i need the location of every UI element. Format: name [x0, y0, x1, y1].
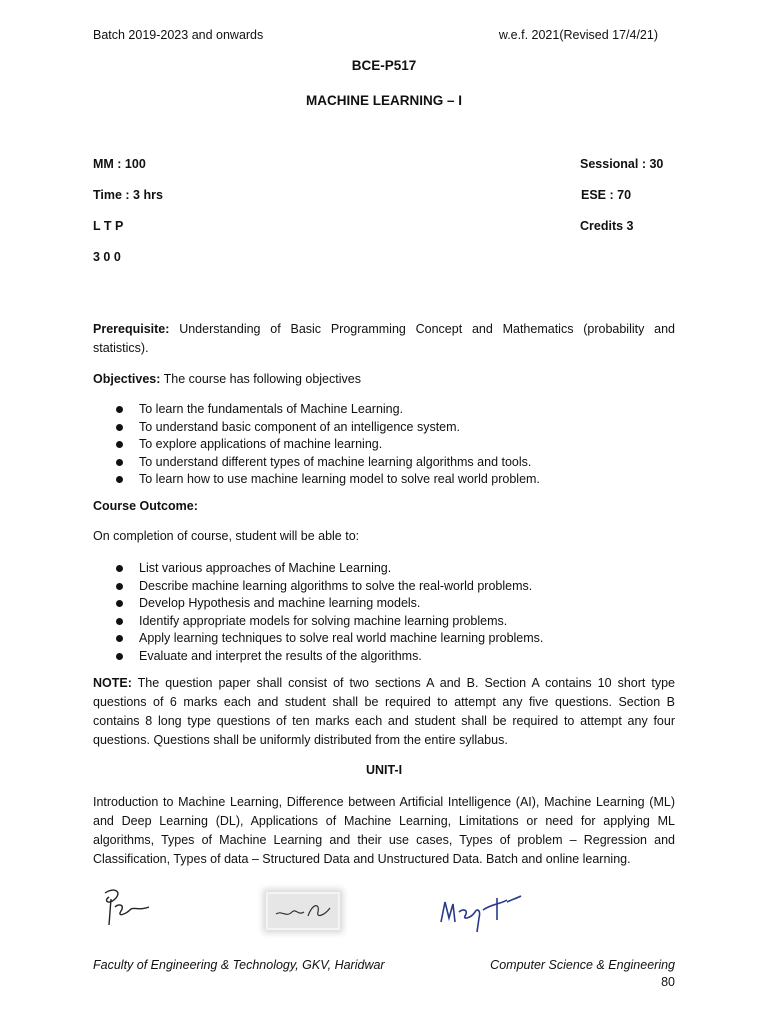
footer-department: Computer Science & Engineering [490, 958, 675, 972]
note-label: NOTE: [93, 676, 132, 690]
course-title: MACHINE LEARNING – I [305, 93, 462, 108]
objectives-intro: The course has following objectives [160, 372, 361, 386]
list-item: To understand different types of machine learning algorithms and tools. [93, 454, 675, 472]
page-number: 80 [661, 975, 675, 989]
prerequisite-text: Understanding of Basic Programming Concept and Mathematics (probability and statistics). [93, 322, 675, 355]
signature-1-icon [95, 885, 155, 930]
wef-header: w.e.f. 2021(Revised 17/4/21) [498, 28, 658, 42]
max-marks: MM : 100 [93, 157, 146, 171]
list-item: Describe machine learning algorithms to solve the real-world problems. [93, 578, 675, 596]
list-item: To learn how to use machine learning model to solve real world problem. [93, 471, 675, 489]
signature-2-stamp [266, 892, 340, 930]
batch-header: Batch 2019-2023 and onwards [93, 28, 264, 42]
list-item: Evaluate and interpret the results of the algorithms. [93, 648, 675, 666]
unit-text: Introduction to Machine Learning, Difference between Artificial Intelligence (AI), Machine Learning (ML) and Deep Learning (DL), Applications of Machine Learning, Limitations or need for applying ML algorithms, Types of Machine Learning and their use cases, Types of problem – Regression and Classification, Types of data – Structured Data and Unstructured Data. Batch and online learning. [93, 795, 675, 866]
ese-marks: ESE : 70 [581, 188, 632, 202]
exam-time: Time : 3 hrs [93, 188, 163, 202]
list-item: To understand basic component of an intelligence system. [93, 419, 675, 437]
outcome-heading: Course Outcome: [93, 499, 198, 513]
list-item: Develop Hypothesis and machine learning models. [93, 595, 675, 613]
footer-faculty: Faculty of Engineering & Technology, GKV, Haridwar [93, 958, 385, 972]
outcome-intro: On completion of course, student will be able to: [93, 529, 360, 543]
signature-2-icon [268, 894, 338, 928]
list-item: Identify appropriate models for solving machine learning problems. [93, 613, 675, 631]
ltp-label: L T P [93, 219, 124, 233]
objectives-paragraph [93, 370, 675, 389]
signature-3-icon [435, 892, 525, 937]
ltp-values: 3 0 0 [93, 250, 121, 264]
prerequisite-label: Prerequisite: [93, 322, 170, 336]
course-code: BCE-P517 [351, 58, 417, 73]
list-item: To learn the fundamentals of Machine Learning. [93, 401, 675, 419]
unit-heading: UNIT-I [365, 763, 403, 777]
sessional-marks: Sessional : 30 [580, 157, 664, 171]
list-item: List various approaches of Machine Learning. [93, 560, 675, 578]
objectives-label: Objectives: [93, 372, 161, 386]
outcome-list [93, 560, 675, 665]
list-item: Apply learning techniques to solve real world machine learning problems. [93, 630, 675, 648]
credits: Credits 3 [580, 219, 634, 233]
note-text: The question paper shall consist of two sections A and B. Section A contains 10 short type questions of 6 marks each and student shall be required to attempt any five questions. Section B contains 8 long type questions of ten marks each and student shall be required to attempt any four questions. Questions shall be uniformly distributed from the entire syllabus. [93, 676, 675, 747]
list-item: To explore applications of machine learning. [93, 436, 675, 454]
prerequisite-paragraph [93, 320, 675, 358]
objectives-list [93, 401, 675, 489]
note-paragraph [93, 674, 675, 750]
